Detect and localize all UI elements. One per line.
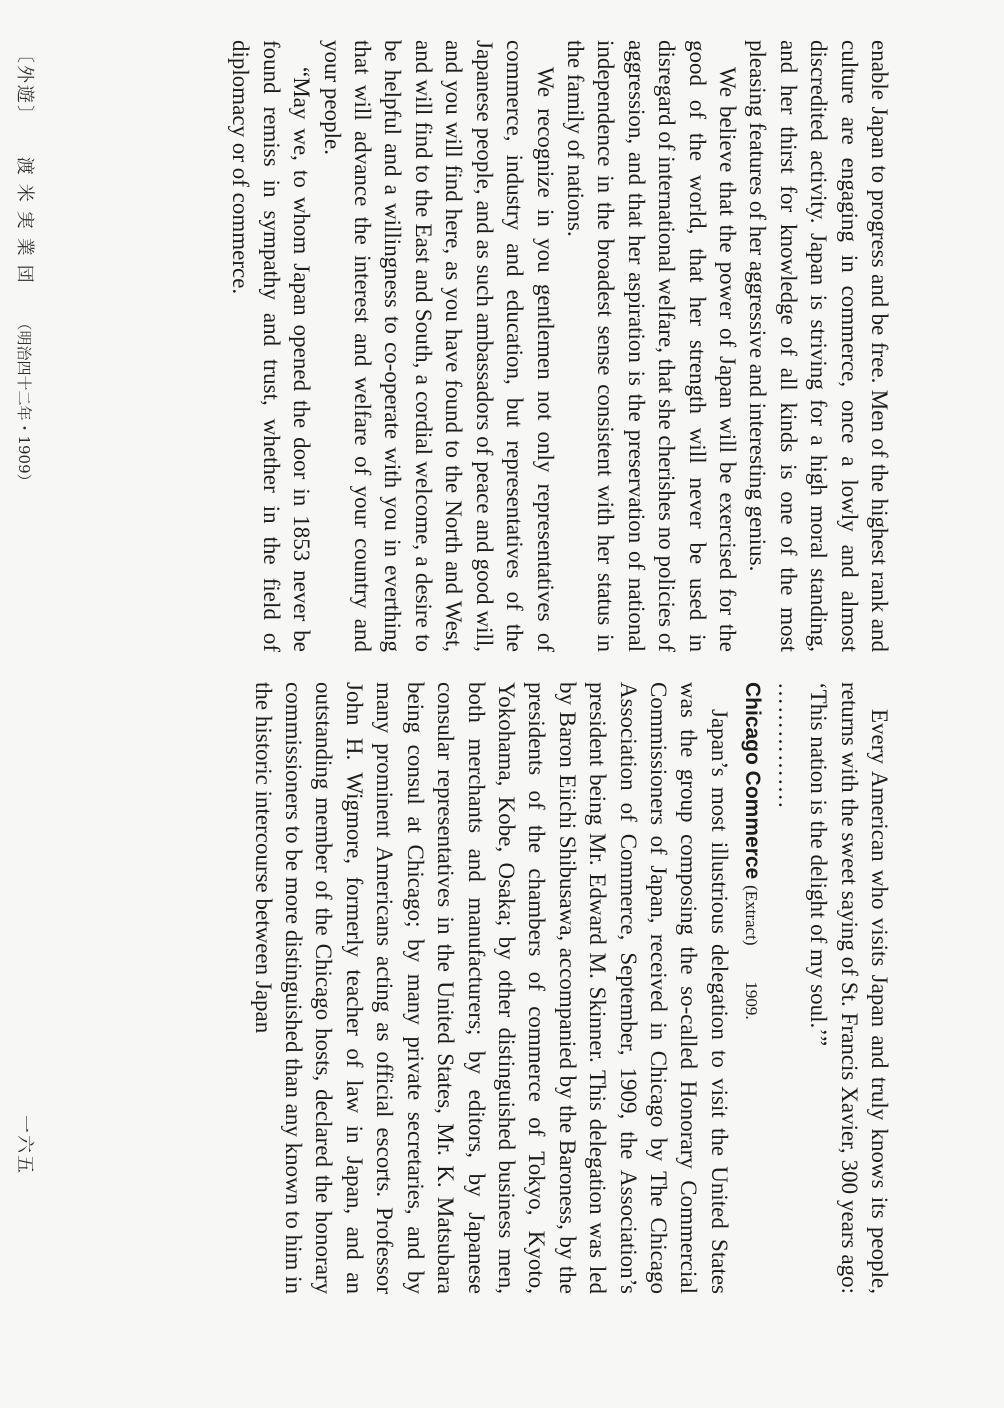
right-paragraph-1: Every American who visits Japan and truly knows its people, returns with the sweet saying of St. Francis Xavier, 300 years ago: ‘This nation is the delight of my soul.’” [806, 682, 892, 1294]
page-footer [13, 45, 39, 489]
right-column [247, 682, 894, 1294]
footer-title: 渡米実業団 [14, 156, 35, 292]
section-heading-title: Chicago Commerce [740, 682, 764, 880]
right-paragraph-2: Japan’s most illustrious delegation to visit the United States was the group composing the so-called Honorary Commercial Commissioners of Japan, received in Chicago by The Chicago Association of Commerce, September, 1909, the Association’s president being Mr. Edward M. Skinner. This delegation was led by Baron Eiichi Shibusawa, accompanied by the Baroness, by the presidents of the chambers of commerce of Tokyo, Kyoto, Yokohama, Kobe, Osaka; by other distinguished business men, both merchants and manufacturers; by editors, by Japanese consular representatives in the United States, Mr. K. Matsubara being consul at Chicago; by many private secretaries, and by many prominent Americans acting as official escorts. Professor John H. Wigmore, formerly teacher of law in Japan, and an outstanding member of the Chicago hosts, declared the honorary commissioners to be more distinguished than any known to him in the historic intercourse between Japan [250, 682, 732, 1294]
section-heading-extract: (Extract) [741, 885, 761, 946]
footer-series: 〔外遊〕 [14, 45, 35, 125]
section-heading [734, 682, 769, 1294]
left-column [225, 40, 894, 652]
section-heading-year: 1909. [741, 981, 761, 1020]
left-paragraph-3: We recognize in you gentlemen not only representatives of commerce, industry and education, but representatives of the Japanese people, and as such ambassadors of peace and good will, and you will find here, as you have found to the North and West, and will find to the East and South, a cordial welcome, a desire to be helpful and a willingness to co-operate with you in everthing that will advance the interest and welfare of your country and your people. [319, 40, 558, 652]
left-paragraph-1: enable Japan to progress and be free. Men of the highest rank and culture are engaging in commerce, once a lowly and almost discredited activity. Japan is striving for a high moral standing, and her thirst for knowledge of all kinds is one of the most pleasing features of her aggressive and interesting genius. [745, 40, 892, 652]
ellipsis-divider: ……………. [773, 682, 799, 809]
footer-era: （明治四十二年・1909） [15, 315, 33, 489]
page-number: 一六五 [14, 1115, 35, 1175]
left-paragraph-4: “May we, to whom Japan opened the door in 1853 never be found remiss in sympathy and trust, whether in the field of diplomacy or of commerce. [228, 40, 315, 652]
left-paragraph-2: We believe that the power of Japan will be exercised for the good of the world, that her strength will never be used in disregard of international welfare, that she cherishes no policies of aggression, and that her aspiration is the preservation of national independence in the broadest sense consistent with her status in the family of nations. [562, 40, 740, 652]
